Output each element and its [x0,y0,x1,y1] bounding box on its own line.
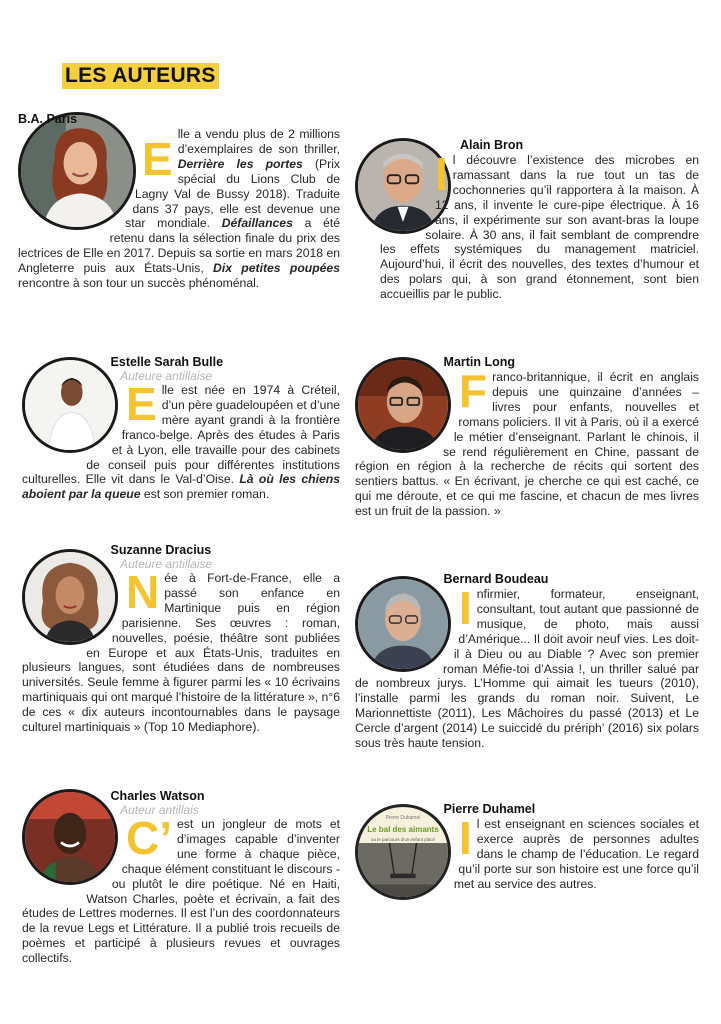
drop-cap: I [435,148,448,200]
author-entry-pierre-duhamel [355,802,699,912]
author-book-cover: Pierre Duhamel Le bal des aimants ou le parcours d'un enfant placé [355,804,451,900]
author-name: Bernard Boudeau [443,572,549,586]
author-bio: Alain Bron I l découvre l’existence des microbes en ramassant dans la rue tout un tas de cochonneries qu’il rapportera à la maison. À 12 ans, il invente le cure-pipe électrique. À 16 ans, il expérimente sur son avant-bras la loupe solaire. À 30 ans, il fait semblant de comprendre les effets systémiques du management matriciel. Aujourd’hui, il écrit des nouvelles, des textes d’humour et des polars qui, à son grand étonnement, sont bien accueillis par le public. [380,138,699,302]
author-name: Martin Long [443,355,516,369]
page-title: LES AUTEURS [62,63,219,89]
author-entry-suzanne-dracius [22,543,340,768]
drop-cap: N [126,566,160,618]
author-name: B.A. Paris [18,112,78,126]
author-name: Pierre Duhamel [443,802,536,816]
author-entry-alain-bron [355,138,699,338]
drop-cap: F [459,365,488,417]
author-name: Alain Bron [460,138,524,152]
author-bio: Suzanne Dracius Auteure antillaise N ée à Fort-de-France, elle a passé son enfance en Martinique puis en région parisienne. Ses œuvres : roman, nouvelles, poésie, théâtre sont publiées en Europe et aux États-Unis, traduites en plusieurs langues, sont étudiées dans de nombreuses universités. Seule femme à figurer parmi les « 10 écrivains martiniquais qui ont marqué l’histoire de la littérature », n°6 de ces « dix auteurs incontournables dans le paysage culturel martiniquais » (Top 10 Mediaphore). [22,543,340,735]
author-entry-bernard-boudeau [355,572,699,782]
author-name: Estelle Sarah Bulle [110,355,224,369]
author-bio: Bernard Boudeau I nfirmier, formateur, enseignant, consultant, tout autant que passionné de musique, de photo, mais aussi d’Amérique... Il doit avoir neuf vies. Les doit-il à Dieu ou au Diable ? Avec son premier roman Méfie-toi d’Assia !, un thriller salué par de nombreux jurys. L’Homme qui aimait les tueurs (2010), l’installe parmi les grands du roman noir. Suivent, Le Marionnettiste (2011), Les Mâchoires du passé (2013) et Le Cercle d’argent (2014) Le suiccidé du prériph’ (2016) six polars sous très haute tension. [355,572,699,751]
author-role: Auteure antillaise [120,369,213,383]
drop-cap: E [142,133,173,185]
author-name: Charles Watson [110,789,205,803]
author-bio: Estelle Sarah Bulle Auteure antillaise E lle est née en 1974 à Créteil, d’un père guadeloupéen et d’une mère ayant grandi à la frontière franco-belge. Après des études à Paris et à Lyon, elle travaille pour des cabinets de conseil puis pour différentes institutions culturelles. Elle vit dans le Val-d’Oise. Là où les chiens aboient par la queue est son premier roman. [22,355,340,502]
drop-cap: C’ [126,812,172,864]
author-entry-ba-paris [18,112,340,332]
author-bio: Charles Watson Auteur antillais C’ est un jongleur de mots et d’images capable d’inventer une forme à chaque pièce, chaque élément constituant le discours - ou plutôt le dire poétique. Né en Haiti, Watson Charles, poète et écrivain, a fait des études de Lettres modernes. Il est l’un des coordonnateurs de la revue Legs et Littérature. Il a publié trois recueils de poèmes et participé à plusieurs revues et ouvrages collectifs. [22,789,340,966]
author-role: Auteure antillaise [120,557,213,571]
author-entry-charles-watson [22,789,340,974]
author-role: Auteur antillais [120,803,199,817]
drop-cap: I [459,582,472,634]
author-bio: Pierre Duhamel I l est enseignant en sciences sociales et exerce auprès de personnes adultes dans le champ de l’éducation. Le regard qu’il porte sur son histoire est une force qu’il met au service des autres. [355,802,699,906]
author-entry-estelle-sarah-bulle [22,355,340,525]
author-name: Suzanne Dracius [110,543,212,557]
drop-cap: E [126,378,157,430]
author-bio: Martin Long F ranco-britannique, il écrit en anglais depuis une quinzaine d’années – livres pour enfants, nouvelles et romans policiers. Il vit à Paris, où il a exercé le métier d’enseignant. Parlant le chinois, il se rend régulièrement en Chine, passant de région en région à la recherche de récits qui sortent des sentiers battus. « En écrivant, je cherche ce qui est caché, ce qui me déroute, et ce qui me fascine, et chacun de mes livres est un fruit de la passion. » [355,355,699,519]
author-entry-martin-long [355,355,699,550]
drop-cap: I [459,812,472,864]
author-bio: B.A. Paris E lle a vendu plus de 2 millions d’exemplaires de son thriller, Derrière les portes (Prix spécial du Lions Club de Lagny Val de Bussy 2018). Traduite dans 37 pays, elle est devenue une star mondiale. Défaillances a été retenu dans la sélection finale du prix des lectrices de Elle en 2017. Depuis sa sortie en mars 2018 en Angleterre puis aux États-Unis, Dix petites poupées rencontre à son tour un succès phénoménal. [18,112,340,291]
